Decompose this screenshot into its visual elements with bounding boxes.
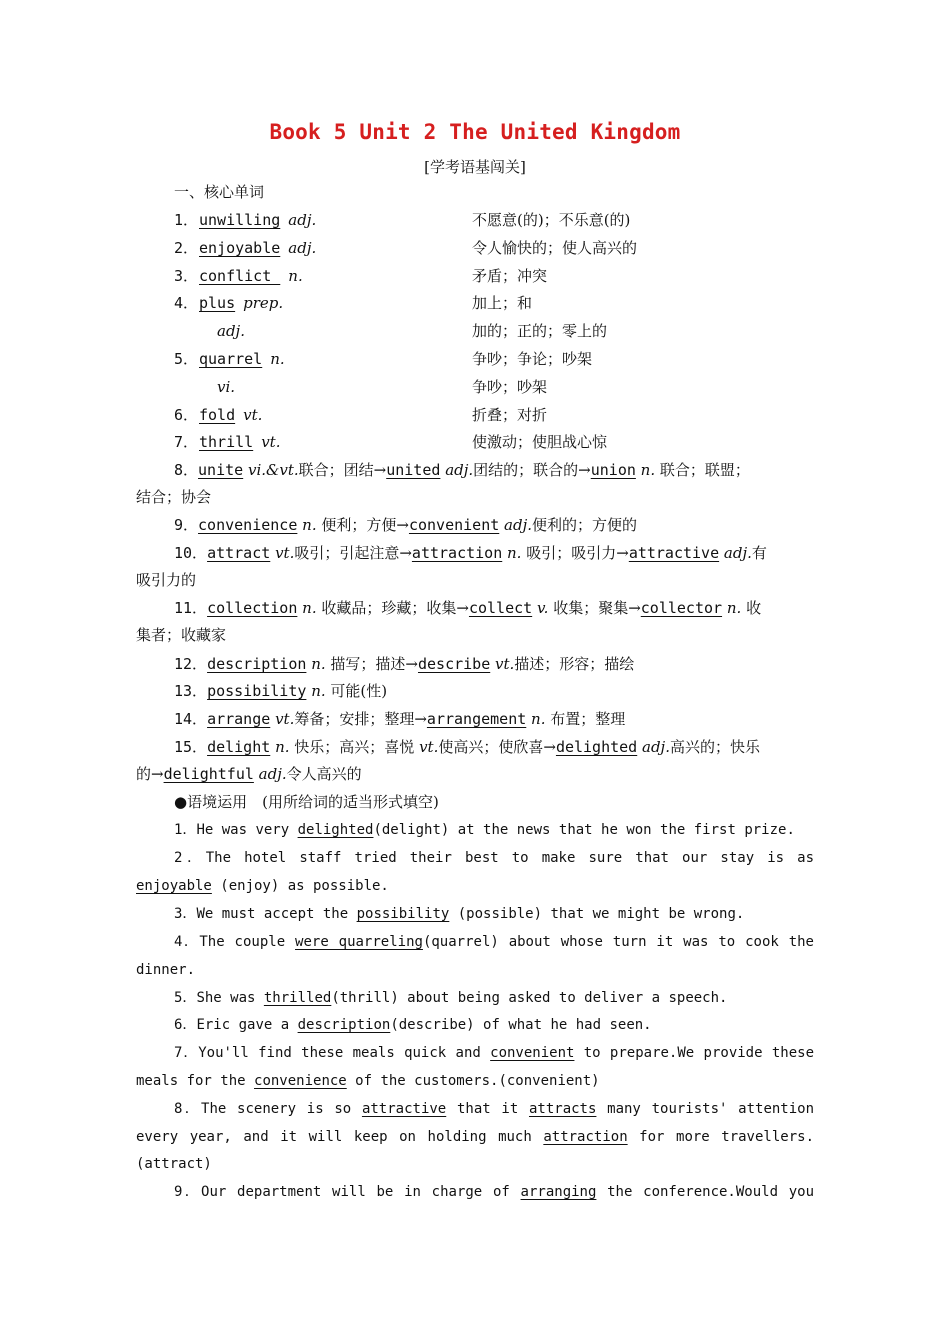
sentence-6: 6．Eric gave a description(describe) of what he had seen.: [174, 1017, 652, 1033]
vocab-word: conflict: [199, 266, 281, 285]
vocab-row: [174, 210, 814, 230]
vocab-word: possibility: [207, 682, 307, 700]
vocab-word: convenient: [408, 516, 500, 534]
vocab-meaning: 折叠；对折: [472, 405, 548, 424]
vocab-row: [174, 349, 814, 369]
answer: description: [297, 1017, 391, 1033]
sentence-2: 2．The hotel staff tried their best to make sure that our stay is as: [174, 850, 814, 866]
vocab-item-10: 10．attract vt.吸引；引起注意→attraction n. 吸引；吸引力→attractive adj.有: [174, 544, 767, 562]
page-subtitle: [学考语基闯关]: [424, 158, 526, 176]
vocab-word: convenience: [198, 516, 298, 534]
sentence-8: 8．The scenery is so attractive that it attracts many tourists' attention: [174, 1101, 815, 1117]
answer: enjoyable: [136, 878, 212, 894]
page-title: Book 5 Unit 2 The United Kingdom: [269, 120, 681, 144]
answer: were quarreling: [295, 934, 423, 950]
sentence-2-cont: enjoyable (enjoy) as possible.: [136, 878, 389, 894]
sentence-8-cont2: (attract): [136, 1156, 212, 1172]
vocab-pos: vi.: [217, 377, 236, 396]
vocab-meaning: 使激动；使胆战心惊: [472, 433, 608, 452]
vocab-meaning: 矛盾；冲突: [472, 266, 548, 285]
vocab-pos: adj.: [288, 238, 317, 257]
vocab-number: 5．: [174, 350, 199, 368]
answer: convenience: [254, 1073, 347, 1089]
vocab-row: [174, 266, 814, 286]
answer: convenient: [490, 1045, 575, 1061]
vocab-word: enjoyable: [199, 238, 281, 257]
vocab-pos: n.: [288, 266, 303, 285]
vocab-meaning: 加上；和: [472, 294, 533, 313]
vocab-word: delightful: [163, 765, 254, 783]
sentence-7: 7．You'll find these meals quick and convenient to prepare.We provide these: [174, 1045, 814, 1061]
vocab-word: collector: [640, 599, 723, 617]
sentence-8-cont: every year, and it will keep on holding much attraction for more travellers.: [136, 1129, 814, 1145]
vocab-word: quarrel: [199, 350, 263, 368]
vocab-row: [174, 238, 814, 258]
vocab-item-8: 8．unite vi.&vt.联合；团结→united adj.团结的；联合的→union n. 联合；联盟；: [174, 461, 750, 479]
vocab-word: collect: [468, 599, 533, 617]
vocab-meaning: 加的；正的；零上的: [472, 322, 608, 341]
vocab-word: describe: [417, 655, 491, 673]
vocab-word: united: [386, 461, 441, 479]
vocab-word: attraction: [411, 544, 503, 562]
answer: thrilled: [263, 990, 332, 1006]
vocab-number: 4．: [174, 294, 199, 313]
vocab-word: delight: [207, 738, 271, 756]
vocab-item-8-cont: 结合；协会: [136, 488, 212, 506]
vocab-word: plus: [199, 294, 236, 313]
vocab-number: 3．: [174, 266, 199, 285]
vocab-word: fold: [199, 405, 236, 424]
vocab-number: 2．: [174, 238, 199, 257]
vocab-pos: adj.: [288, 211, 317, 229]
answer: arranging: [520, 1184, 597, 1200]
section-heading-context: ●语境运用 (用所给词的适当形式填空): [174, 793, 439, 811]
vocab-pos: n.: [270, 350, 285, 368]
vocab-pos: vt.: [261, 433, 281, 452]
vocab-item-15: 15．delight n. 快乐；高兴；喜悦 vt.使高兴；使欣喜→delighted adj.高兴的；快乐: [174, 738, 760, 756]
answer: possibility: [356, 906, 450, 922]
sentence-4-cont: dinner.: [136, 962, 196, 978]
answer: attraction: [543, 1129, 628, 1145]
vocab-word: thrill: [199, 433, 254, 452]
vocab-item-12: 12．description n. 描写；描述→describe vt.描述；形容；描绘: [174, 655, 635, 673]
vocab-word: unwilling: [199, 211, 281, 229]
vocab-word: unite: [198, 461, 244, 479]
answer: attracts: [528, 1101, 597, 1117]
vocab-number: 6．: [174, 405, 199, 424]
vocab-pos: prep.: [243, 294, 284, 313]
answer: delighted: [297, 822, 374, 838]
sentence-1: 1．He was very delighted(delight) at the news that he won the first prize.: [174, 822, 795, 838]
sentence-5: 5．She was thrilled(thrill) about being asked to deliver a speech.: [174, 990, 728, 1006]
vocab-word: collection: [207, 599, 298, 617]
vocab-item-11-cont: 集者；收藏家: [136, 626, 227, 644]
vocab-meaning: 令人愉快的；使人高兴的: [472, 238, 638, 257]
sentence-3: 3．We must accept the possibility (possible) that we might be wrong.: [174, 906, 745, 922]
vocab-item-15-cont: 的→delightful adj.令人高兴的: [136, 765, 362, 783]
answer: attractive: [361, 1101, 447, 1117]
vocab-item-13: 13．possibility n. 可能(性): [174, 682, 388, 700]
vocab-row: [174, 321, 814, 341]
sentence-4: 4．The couple were quarreling(quarrel) about whose turn it was to cook the: [174, 934, 814, 950]
vocab-item-11: 11．collection n. 收藏品；珍藏；收集→collect v. 收集；聚集→collector n. 收: [174, 599, 762, 617]
vocab-word: attractive: [628, 544, 720, 562]
sentence-7-cont: meals for the convenience of the customers.(convenient): [136, 1073, 600, 1089]
vocab-row: [174, 293, 814, 313]
vocab-word: description: [207, 655, 307, 673]
vocab-word: delighted: [555, 738, 638, 756]
vocab-word: attract: [207, 544, 271, 562]
vocab-word: union: [590, 461, 636, 479]
vocab-row: [174, 405, 814, 425]
vocab-item-9: 9．convenience n. 便利；方便→convenient adj.便利的；方便的: [174, 516, 638, 534]
vocab-meaning: 不愿意(的)；不乐意(的): [472, 211, 631, 229]
sentence-9: 9．Our department will be in charge of arranging the conference.Would you: [174, 1184, 815, 1200]
vocab-row: [174, 377, 814, 397]
vocab-meaning: 争吵；吵架: [472, 377, 548, 396]
vocab-word: arrange: [207, 710, 271, 728]
vocab-number: 7．: [174, 433, 199, 452]
vocab-item-14: 14．arrange vt.筹备；安排；整理→arrangement n. 布置；整理: [174, 710, 626, 728]
vocab-word: arrangement: [426, 710, 527, 728]
section-heading-vocab: 一、核心单词: [174, 183, 265, 201]
vocab-meaning: 争吵；争论；吵架: [472, 350, 593, 368]
vocab-row: [174, 432, 814, 452]
vocab-item-10-cont: 吸引力的: [136, 571, 197, 589]
vocab-pos: vt.: [243, 405, 263, 424]
vocab-number: 1．: [174, 211, 199, 229]
vocab-pos: adj.: [217, 322, 245, 341]
